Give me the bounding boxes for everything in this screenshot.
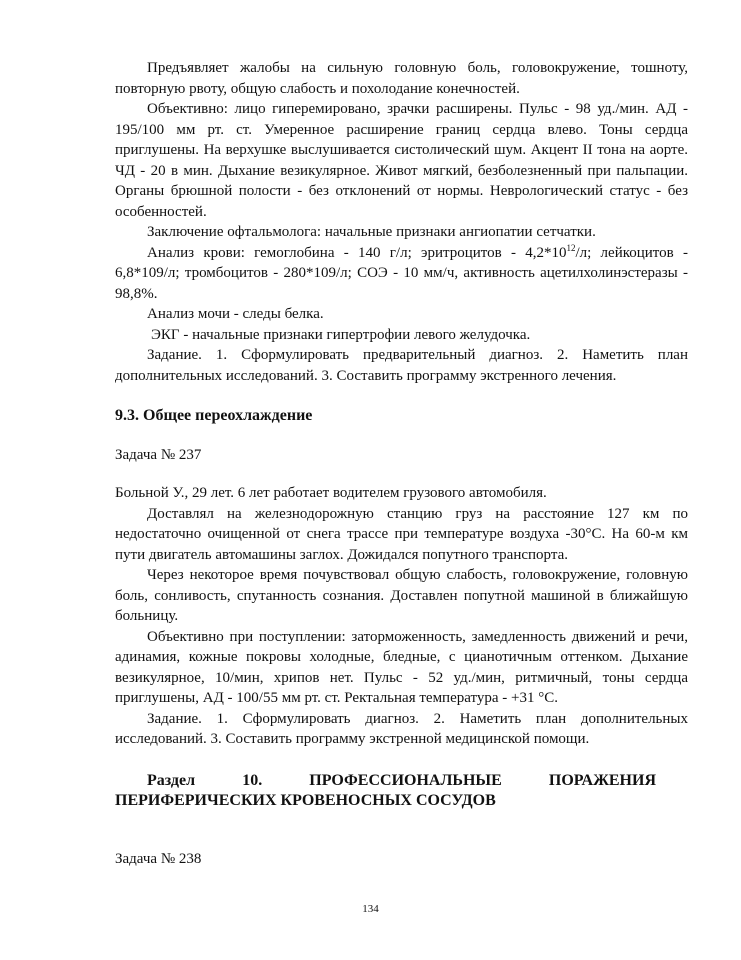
section-9-3-heading: 9.3. Общее переохлаждение [115, 407, 313, 424]
admission-paragraph: Объективно при поступлении: заторможенность, замедленность движений и речи, адинамия, кожные покровы холодные, бледные, с цианотичным оттенком. Дыхание везикулярное, 10/мин, хрипов нет. Пульс - 52 уд./мин, ритмичный, тоны сердца приглушены, АД - 100/55 мм рт. ст. Ректальная температура - +31 °С. [115, 628, 688, 706]
section-word-professional: ПРОФЕССИОНАЛЬНЫЕ [309, 771, 502, 789]
section-10-heading-line1 [115, 771, 656, 791]
task-238-title: Задача № 238 [115, 850, 202, 867]
patient-intro-paragraph: Больной У., 29 лет. 6 лет работает водителем грузового автомобиля. [115, 485, 547, 501]
blood-test-text-b: /л; лейкоцитов - 6,8*109/л; тромбоцитов - 280*109/л; СОЭ - 10 мм/ч, активность ацетилхолинэстеразы - 98,8%. [115, 244, 688, 302]
section-word-lesions: ПОРАЖЕНИЯ [548, 771, 656, 789]
assignment-237-paragraph: Задание. 1. Сформулировать диагноз. 2. Наметить план дополнительных исследований. 3. Составить программу экстренной медицинской помощи. [115, 710, 688, 747]
section-10-heading-line2: ПЕРИФЕРИЧЕСКИХ КРОВЕНОСНЫХ СОСУДОВ [115, 791, 496, 809]
blood-test-exponent: 12 [566, 242, 576, 253]
ecg-paragraph: ЭКГ - начальные признаки гипертрофии левого желудочка. [151, 326, 531, 343]
ophthalmologist-paragraph: Заключение офтальмолога: начальные признаки ангиопатии сетчатки. [147, 224, 596, 240]
section-10-heading [115, 771, 688, 811]
section-number: 10. [242, 771, 263, 789]
objective-paragraph: Объективно: лицо гиперемировано, зрачки расширены. Пульс - 98 уд./мин. АД - 195/100 мм рт. ст. Умеренное расширение границ сердца влево. Тоны сердца приглушены. На верхушке выслушивается систолический шум. Акцент II тона на аорте. ЧД - 20 в мин. Дыхание везикулярное. Живот мягкий, безболезненный при пальпации. Органы брюшной полости - без отклонений от нормы. Неврологический статус - без особенностей. [115, 101, 688, 220]
assignment-paragraph: Задание. 1. Сформулировать предварительный диагноз. 2. Наметить план дополнительных исследований. 3. Составить программу экстренного лечения. [115, 347, 688, 384]
task-237-title: Задача № 237 [115, 446, 202, 463]
section-word: Раздел [147, 771, 196, 789]
document-page [115, 58, 688, 869]
blood-test-text-a: Анализ крови: гемоглобина - 140 г/л; эритроцитов - 4,2*10 [147, 244, 567, 261]
page-number: 134 [362, 903, 379, 915]
complaints-paragraph: Предъявляет жалобы на сильную головную боль, головокружение, тошноту, повторную рвоту, общую слабость и похолодание конечностей. [115, 60, 688, 97]
delivery-paragraph: Доставлял на железнодорожную станцию груз на расстояние 127 км по недостаточно очищенной от снега трассе при температуре воздуха -30°С. На 60-м км пути двигатель автомашины заглох. Дожидался попутного транспорта. [115, 505, 688, 563]
urine-test-paragraph: Анализ мочи - следы белка. [147, 306, 324, 322]
symptoms-paragraph: Через некоторое время почувствовал общую слабость, головокружение, головную боль, сонливость, спутанность сознания. Доставлен попутной машиной в ближайшую больницу. [115, 567, 688, 624]
blood-test-paragraph [115, 243, 688, 305]
